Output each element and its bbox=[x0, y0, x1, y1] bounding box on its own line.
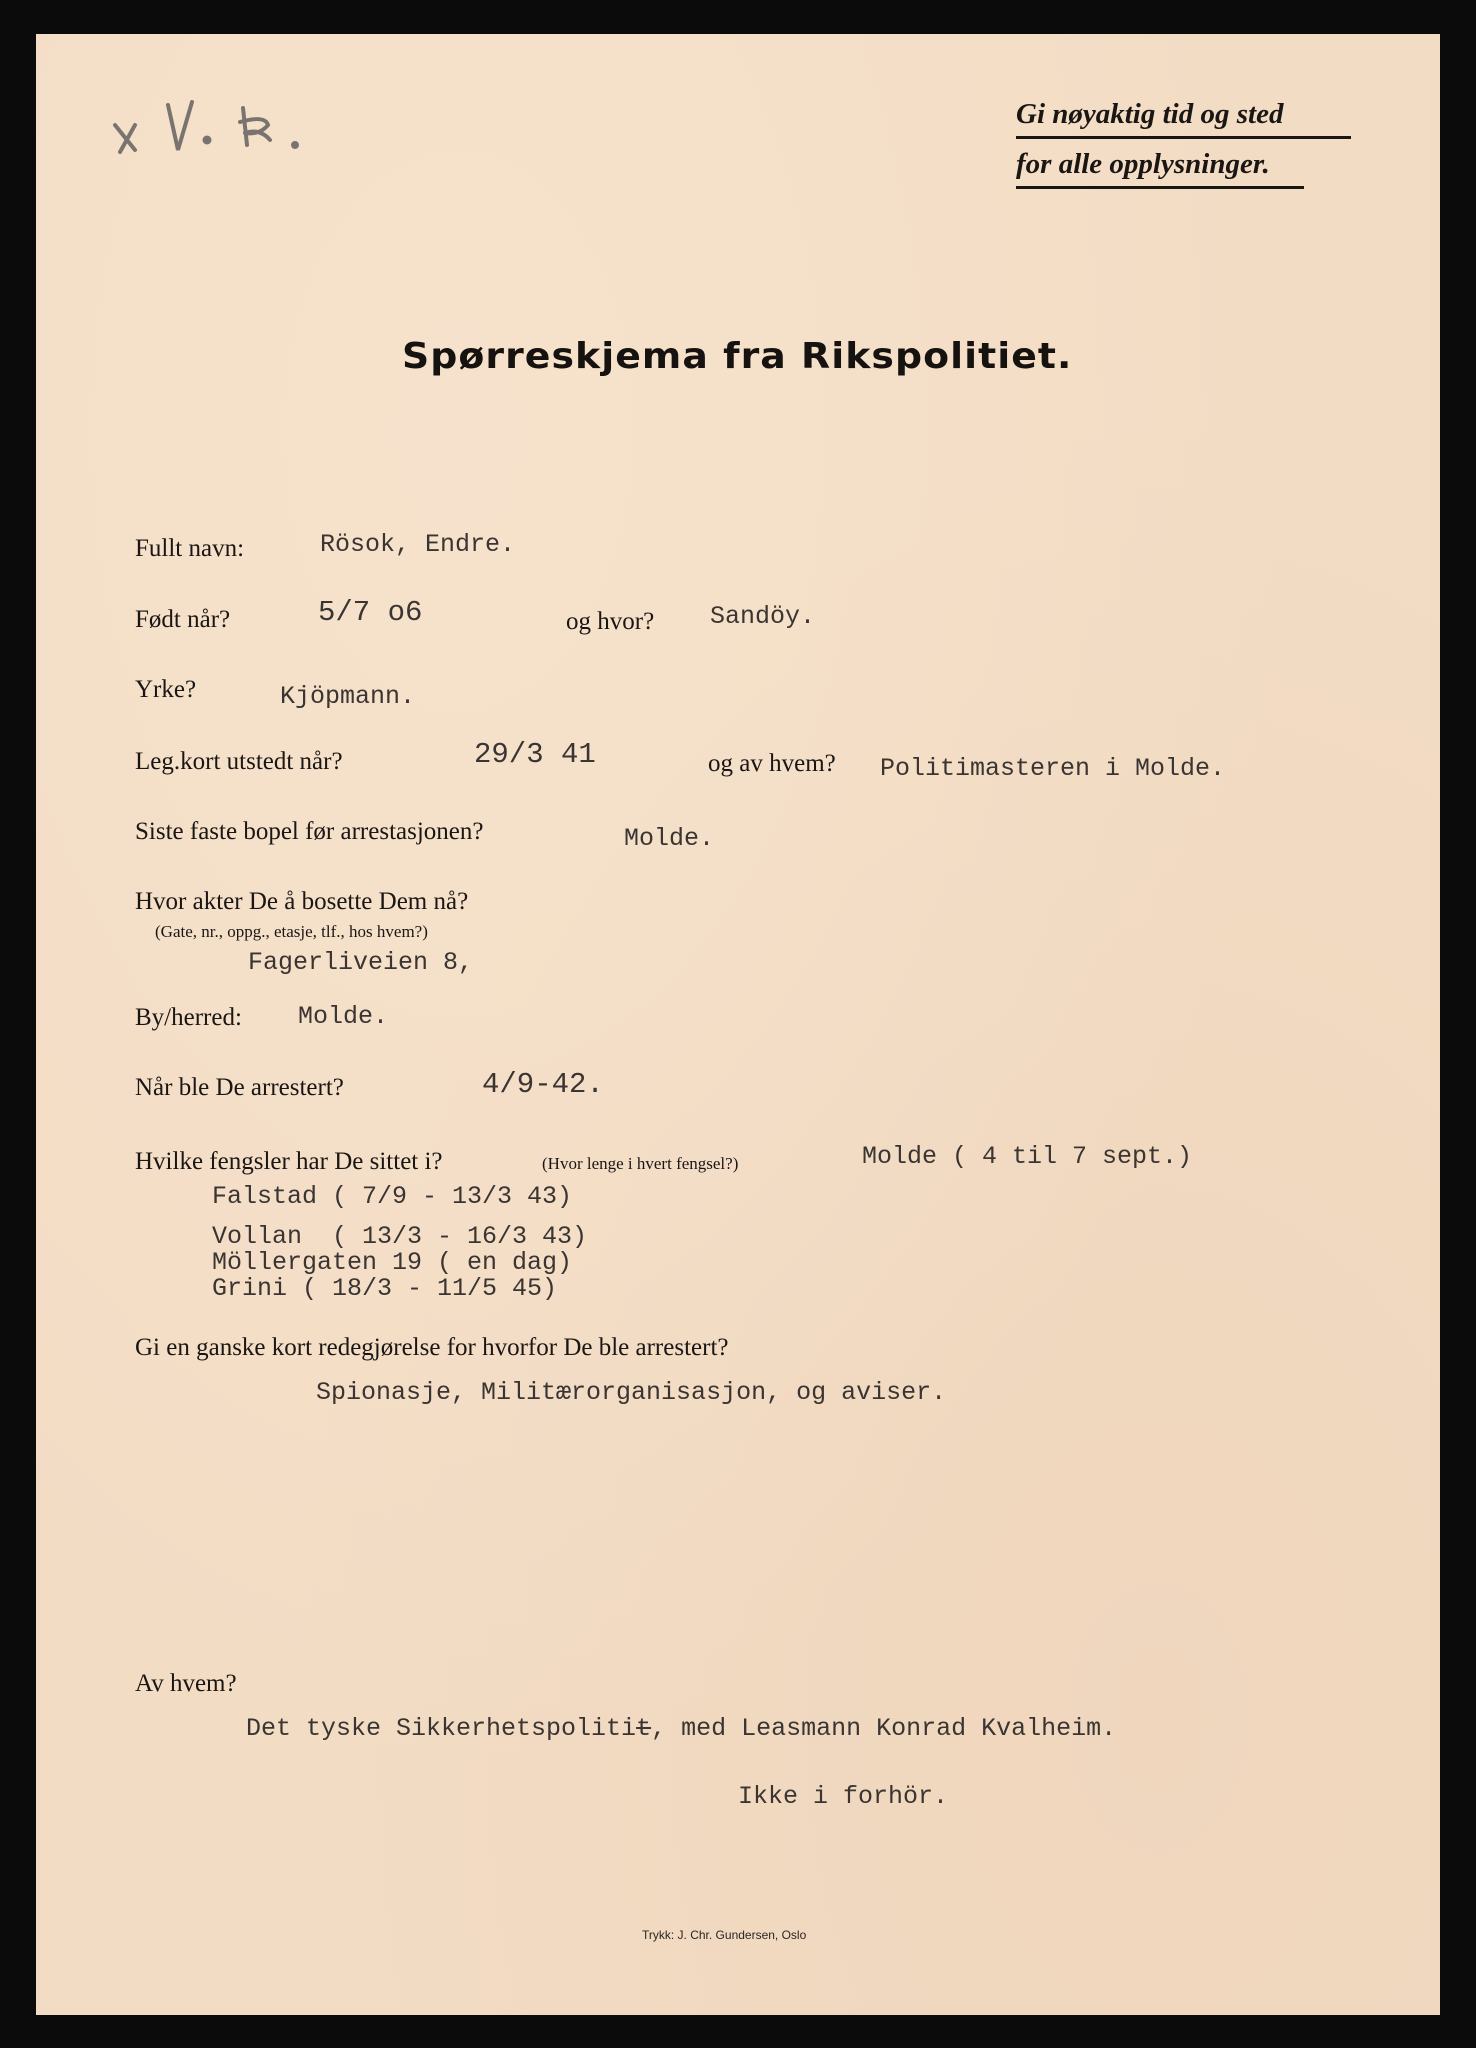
occupation-label: Yrke? bbox=[135, 676, 197, 703]
by-whom-text-a: Det tyske Sikkerhetspoliti bbox=[246, 1714, 637, 1743]
last-address-label: Siste faste bopel før arrestasjonen? bbox=[135, 818, 484, 845]
prison-entry: Vollan ( 13/3 - 16/3 43) bbox=[212, 1222, 588, 1251]
id-issuer-value: Politimasteren i Molde. bbox=[880, 754, 1226, 783]
name-value: Rösok, Endre. bbox=[320, 530, 516, 559]
prison-entry: Falstad ( 7/9 - 13/3 43) bbox=[212, 1182, 573, 1211]
occupation-value: Kjöpmann. bbox=[280, 682, 416, 711]
born-when-value: 5/7 o6 bbox=[318, 596, 423, 629]
printer-footer: Trykk: J. Chr. Gundersen, Oslo bbox=[642, 1928, 807, 1942]
reason-value: Spionasje, Militærorganisasjon, og aviser. bbox=[316, 1378, 947, 1407]
id-issued-label: Leg.kort utstedt når? bbox=[135, 748, 343, 775]
id-issuer-label: og av hvem? bbox=[708, 750, 836, 777]
municipality-label: By/herred: bbox=[135, 1004, 242, 1031]
prison-entry: Grini ( 18/3 - 11/5 45) bbox=[212, 1274, 558, 1303]
born-when-label: Født når? bbox=[135, 606, 231, 633]
handwritten-annotation bbox=[100, 100, 300, 170]
notice-underline-1 bbox=[1016, 136, 1351, 139]
interrogation-note: Ikke i forhör. bbox=[738, 1782, 949, 1811]
municipality-value: Molde. bbox=[298, 1002, 389, 1031]
born-where-value: Sandöy. bbox=[710, 602, 816, 631]
notice-line-2: for alle opplysninger. bbox=[1016, 148, 1270, 180]
arrested-value: 4/9-42. bbox=[482, 1068, 604, 1101]
arrested-label: Når ble De arrestert? bbox=[135, 1074, 344, 1101]
settle-hint: (Gate, nr., oppg., etasje, tlf., hos hvem?) bbox=[155, 922, 428, 941]
last-address-value: Molde. bbox=[624, 824, 715, 853]
by-whom-value bbox=[246, 1714, 1116, 1743]
page-title: Spørreskjema fra Rikspolitiet. bbox=[402, 336, 1073, 377]
prison-entry-first: Molde ( 4 til 7 sept.) bbox=[862, 1142, 1193, 1171]
notice-line-1: Gi nøyaktig tid og sted bbox=[1016, 98, 1284, 130]
born-where-label: og hvor? bbox=[566, 608, 655, 635]
settle-label: Hvor akter De å bosette Dem nå? bbox=[135, 888, 469, 915]
name-label: Fullt navn: bbox=[135, 535, 245, 562]
settle-value: Fagerliveien 8, bbox=[248, 948, 474, 977]
by-whom-label: Av hvem? bbox=[135, 1670, 237, 1697]
by-whom-struck-char: t bbox=[636, 1714, 652, 1743]
prison-entry: Möllergaten 19 ( en dag) bbox=[212, 1248, 573, 1277]
prisons-label: Hvilke fengsler har De sittet i? bbox=[135, 1148, 443, 1175]
prisons-hint: (Hvor lenge i hvert fengsel?) bbox=[542, 1154, 739, 1173]
reason-label: Gi en ganske kort redegjørelse for hvorfor De ble arrestert? bbox=[135, 1334, 729, 1361]
id-issued-value: 29/3 41 bbox=[474, 738, 596, 771]
notice-underline-2 bbox=[1016, 186, 1304, 189]
by-whom-text-b: , med Leasmann Konrad Kvalheim. bbox=[651, 1714, 1117, 1743]
